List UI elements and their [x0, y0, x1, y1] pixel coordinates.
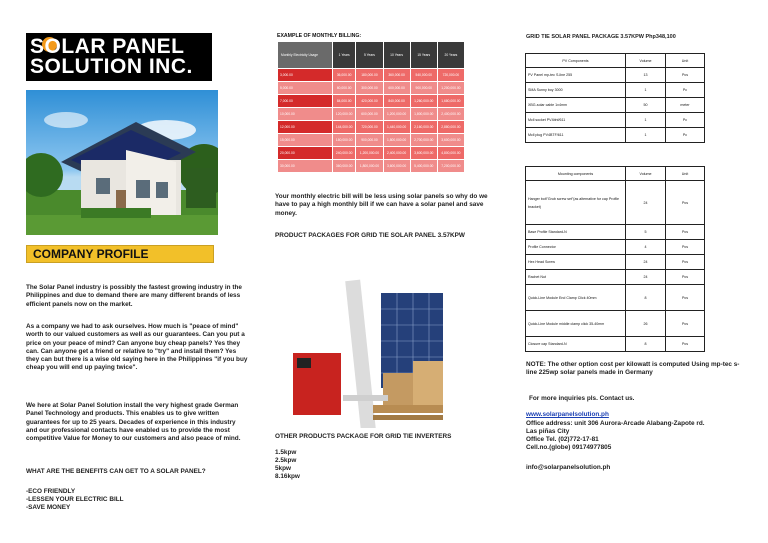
- cell: Profile Connector: [526, 240, 626, 255]
- table-row: [526, 98, 705, 113]
- cell: 420,000.00: [356, 95, 383, 108]
- cell: Pcs: [666, 240, 705, 255]
- cell: Pcs: [666, 270, 705, 285]
- cell: 30,000.00: [278, 160, 333, 173]
- pv-components-table: [525, 53, 705, 143]
- column-header: Volume: [626, 167, 666, 181]
- cell: 900,000.00: [356, 134, 383, 147]
- cell: 24: [626, 181, 666, 225]
- inverter-option: 8.16kpw: [275, 473, 300, 480]
- table-row: [526, 225, 705, 240]
- contact-city: Las piñas City: [526, 428, 570, 435]
- cell: Hex Head Screw: [526, 255, 626, 270]
- cell: 7,000.00: [278, 95, 333, 108]
- column-header: Mounting components: [526, 167, 626, 181]
- table-row: [526, 285, 705, 311]
- profile-paragraph-1: The Solar Panel industry is possibly the fastest growing industry in the Philippines and due to demand there are many different brands of less efficient panels now on the market.: [26, 284, 242, 308]
- cell: 720,000.00: [437, 69, 464, 82]
- cell: Closure cap Standard-N: [526, 337, 626, 352]
- contact-address: Office address: unit 306 Aurora-Arcade Alabang-Zapote rd.: [526, 420, 705, 427]
- billing-header-row: [278, 42, 465, 69]
- contact-tel: Office Tel. (02)772-17-81: [526, 436, 599, 443]
- cell: 300,000.00: [356, 82, 383, 95]
- cell: Quick-Line Module middle clamp click 35-40mm: [526, 311, 626, 337]
- other-products-title: OTHER PRODUCTS PACKAGE FOR GRID TIE INVERTERS: [275, 433, 452, 440]
- billing-header: 15 Years: [410, 42, 437, 69]
- contact-cell: Cell.no.(globe) 09174977805: [526, 444, 612, 451]
- cell: 1: [626, 128, 666, 143]
- table-row: [526, 311, 705, 337]
- table-row: [526, 270, 705, 285]
- cell: 3,600,000.00: [437, 134, 464, 147]
- cell: Pcs: [666, 68, 705, 83]
- cell: 1,680,000.00: [437, 95, 464, 108]
- cell: 24: [626, 255, 666, 270]
- cell: 900,000.00: [410, 82, 437, 95]
- cell: 24: [626, 270, 666, 285]
- inquiry-text: For more inquiries pls. Contact us.: [529, 395, 635, 402]
- company-logo: [26, 33, 212, 81]
- cell: Hanger bolt"Grub screw set"(as alternative for cap Profile bracket): [526, 181, 626, 225]
- cell: XBG-solar cable 1x4mm: [526, 98, 626, 113]
- logo-line2: SOLUTION INC.: [30, 55, 193, 78]
- cell: 4,800,000.00: [437, 147, 464, 160]
- cell: 1,200,000.00: [437, 82, 464, 95]
- cell: 180,000.00: [356, 69, 383, 82]
- cell: 360,000.00: [332, 160, 355, 173]
- table-row: [278, 82, 465, 95]
- cell: 540,000.00: [410, 69, 437, 82]
- table-row: [278, 160, 465, 173]
- cell: Pcs: [666, 285, 705, 311]
- logo-line1: SOLAR PANEL: [30, 35, 185, 58]
- profile-paragraph-2: As a company we had to ask ourselves. How much is "peace of mind" worth to our valued customers as well as our guarantees. Can you put a price on your peace of mind? Can anyone buy cheap panels? Yes they can. Can anyone get a friend or relative to "try" and install them? Yes they can but there is a wise old saying here in the Philippines "if you buy cheap you will end up paying twice".: [26, 323, 248, 372]
- cell: Quick-Line Module End Clamp Click 40mm: [526, 285, 626, 311]
- table-header-row: [526, 54, 705, 68]
- column-header: Unit: [666, 167, 705, 181]
- column-company-profile: [25, 0, 250, 543]
- cell: Pc: [666, 128, 705, 143]
- cell: 360,000.00: [383, 69, 410, 82]
- cell: 1: [626, 83, 666, 98]
- cell: 13: [626, 68, 666, 83]
- cell: 5,000.00: [278, 82, 333, 95]
- cell: 1,200,000.00: [383, 108, 410, 121]
- cell: 1,260,000.00: [410, 95, 437, 108]
- profile-paragraph-3: We here at Solar Panel Solution install the very highest grade German Panel Technology and products. This enables us to give written guarantees for up to 25 years. Decades of experience in this industry and our professional contacts have enabled us to provide the most competitive Value for Money to our customers and also peace of mind.: [26, 402, 241, 443]
- cell: meter: [666, 98, 705, 113]
- product-packages-title: PRODUCT PACKAGES FOR GRID TIE SOLAR PANEL 3.57KPW: [275, 232, 465, 239]
- cell: Mcll plug PV4BTF/611: [526, 128, 626, 143]
- column-header: PV Components: [526, 54, 626, 68]
- cell: 1,800,000.00: [356, 160, 383, 173]
- benefit-item: -LESSEN YOUR ELECTRIC BILL: [26, 496, 124, 503]
- house-photo: [26, 90, 218, 235]
- table-row: [278, 147, 465, 160]
- cell: Pcs: [666, 225, 705, 240]
- table-row: [526, 68, 705, 83]
- benefit-item: -SAVE MONEY: [26, 504, 71, 511]
- cell: PV Panel mp-tec S-line 255: [526, 68, 626, 83]
- table-row: [526, 128, 705, 143]
- cell: 2,160,000.00: [410, 121, 437, 134]
- billing-title: EXAMPLE OF MONTHLY BILLING:: [277, 33, 362, 39]
- table-row: [526, 83, 705, 98]
- cell: 50: [626, 98, 666, 113]
- cell: Pcs: [666, 255, 705, 270]
- cell: Rachet Nut: [526, 270, 626, 285]
- table-row: [278, 134, 465, 147]
- benefits-question: WHAT ARE THE BENEFITS CAN GET TO A SOLAR PANEL?: [26, 468, 206, 475]
- billing-header: 10 Years: [383, 42, 410, 69]
- cell: Pc: [666, 113, 705, 128]
- inverter-option: 1.5kpw: [275, 449, 297, 456]
- column-package: [525, 0, 750, 543]
- cell: 3,600,000.00: [383, 160, 410, 173]
- table-row: [278, 95, 465, 108]
- website-link[interactable]: www.solarpanelsolution.ph: [526, 411, 609, 418]
- cell: 8: [626, 285, 666, 311]
- cell: 36,000.00: [332, 69, 355, 82]
- cell: 4: [626, 240, 666, 255]
- note-text: NOTE: The other option cost per kilowatt is computed Using mp-tec s-line 225wp solar panels made in Germany: [526, 361, 740, 377]
- cell: 20,000.00: [278, 147, 333, 160]
- cell: 720,000.00: [356, 121, 383, 134]
- cell: 26: [626, 311, 666, 337]
- billing-header: 1 Years: [332, 42, 355, 69]
- column-billing: [275, 0, 495, 543]
- cell: 1,440,000.00: [383, 121, 410, 134]
- benefit-item: -ECO FRIENDLY: [26, 488, 76, 495]
- cell: Base Profile Standard-N: [526, 225, 626, 240]
- cell: 240,000.00: [332, 147, 355, 160]
- cell: Pcs: [666, 311, 705, 337]
- cell: 84,000.00: [332, 95, 355, 108]
- cell: 600,000.00: [356, 108, 383, 121]
- cell: 1,800,000.00: [383, 134, 410, 147]
- cell: 60,000.00: [332, 82, 355, 95]
- cell: 144,000.00: [332, 121, 355, 134]
- table-row: [526, 113, 705, 128]
- table-row: [526, 337, 705, 352]
- cell: 2,700,000.00: [410, 134, 437, 147]
- cell: 2,400,000.00: [437, 108, 464, 121]
- table-header-row: [526, 167, 705, 181]
- cell: 3,000.00: [278, 69, 333, 82]
- table-row: [526, 181, 705, 225]
- table-row: [526, 240, 705, 255]
- cell: 8: [626, 337, 666, 352]
- billing-table: [277, 41, 465, 173]
- inverter-option: 5kpw: [275, 465, 291, 472]
- package-title: GRID TIE SOLAR PANEL PACKAGE 3.57KPW Php348,100: [526, 34, 676, 40]
- cell: Pcs: [666, 181, 705, 225]
- inverter-option: 2.5kpw: [275, 457, 297, 464]
- cell: SMA Sunny boy 3000: [526, 83, 626, 98]
- billing-header: 20 Years: [437, 42, 464, 69]
- column-header: Unit: [666, 54, 705, 68]
- cell: 5: [626, 225, 666, 240]
- cell: 5,400,000.00: [410, 160, 437, 173]
- cell: 180,000.00: [332, 134, 355, 147]
- cell: 2,880,000.00: [437, 121, 464, 134]
- mounting-components-table: [525, 166, 705, 352]
- cell: 1,200,000.00: [356, 147, 383, 160]
- cell: 10,000.00: [278, 108, 333, 121]
- cell: 840,000.00: [383, 95, 410, 108]
- cell: 600,000.00: [383, 82, 410, 95]
- table-row: [278, 108, 465, 121]
- cell: Mcll socket PV4bhf/611: [526, 113, 626, 128]
- company-profile-heading: COMPANY PROFILE: [26, 245, 214, 263]
- cell: 1: [626, 113, 666, 128]
- cell: 3,600,000.00: [410, 147, 437, 160]
- cell: 2,400,000.00: [383, 147, 410, 160]
- cell: 12,000.00: [278, 121, 333, 134]
- billing-header: 5 Years: [356, 42, 383, 69]
- cell: 120,000.00: [332, 108, 355, 121]
- billing-note: Your monthly electric bill will be less using solar panels so why do we have to pay a high monthly bill if we can have a solar panel and save money.: [275, 193, 488, 217]
- contact-email[interactable]: info@solarpanelsolution.ph: [526, 464, 611, 471]
- cell: 15,000.00: [278, 134, 333, 147]
- column-header: Volume: [626, 54, 666, 68]
- table-row: [278, 69, 465, 82]
- solar-package-photo: [283, 265, 443, 428]
- table-row: [526, 255, 705, 270]
- cell: 1,800,000.00: [410, 108, 437, 121]
- cell: Pcs: [666, 337, 705, 352]
- table-row: [278, 121, 465, 134]
- cell: 7,200,000.00: [437, 160, 464, 173]
- billing-header: Monthly Electricity Usage: [278, 42, 333, 69]
- cell: Pc: [666, 83, 705, 98]
